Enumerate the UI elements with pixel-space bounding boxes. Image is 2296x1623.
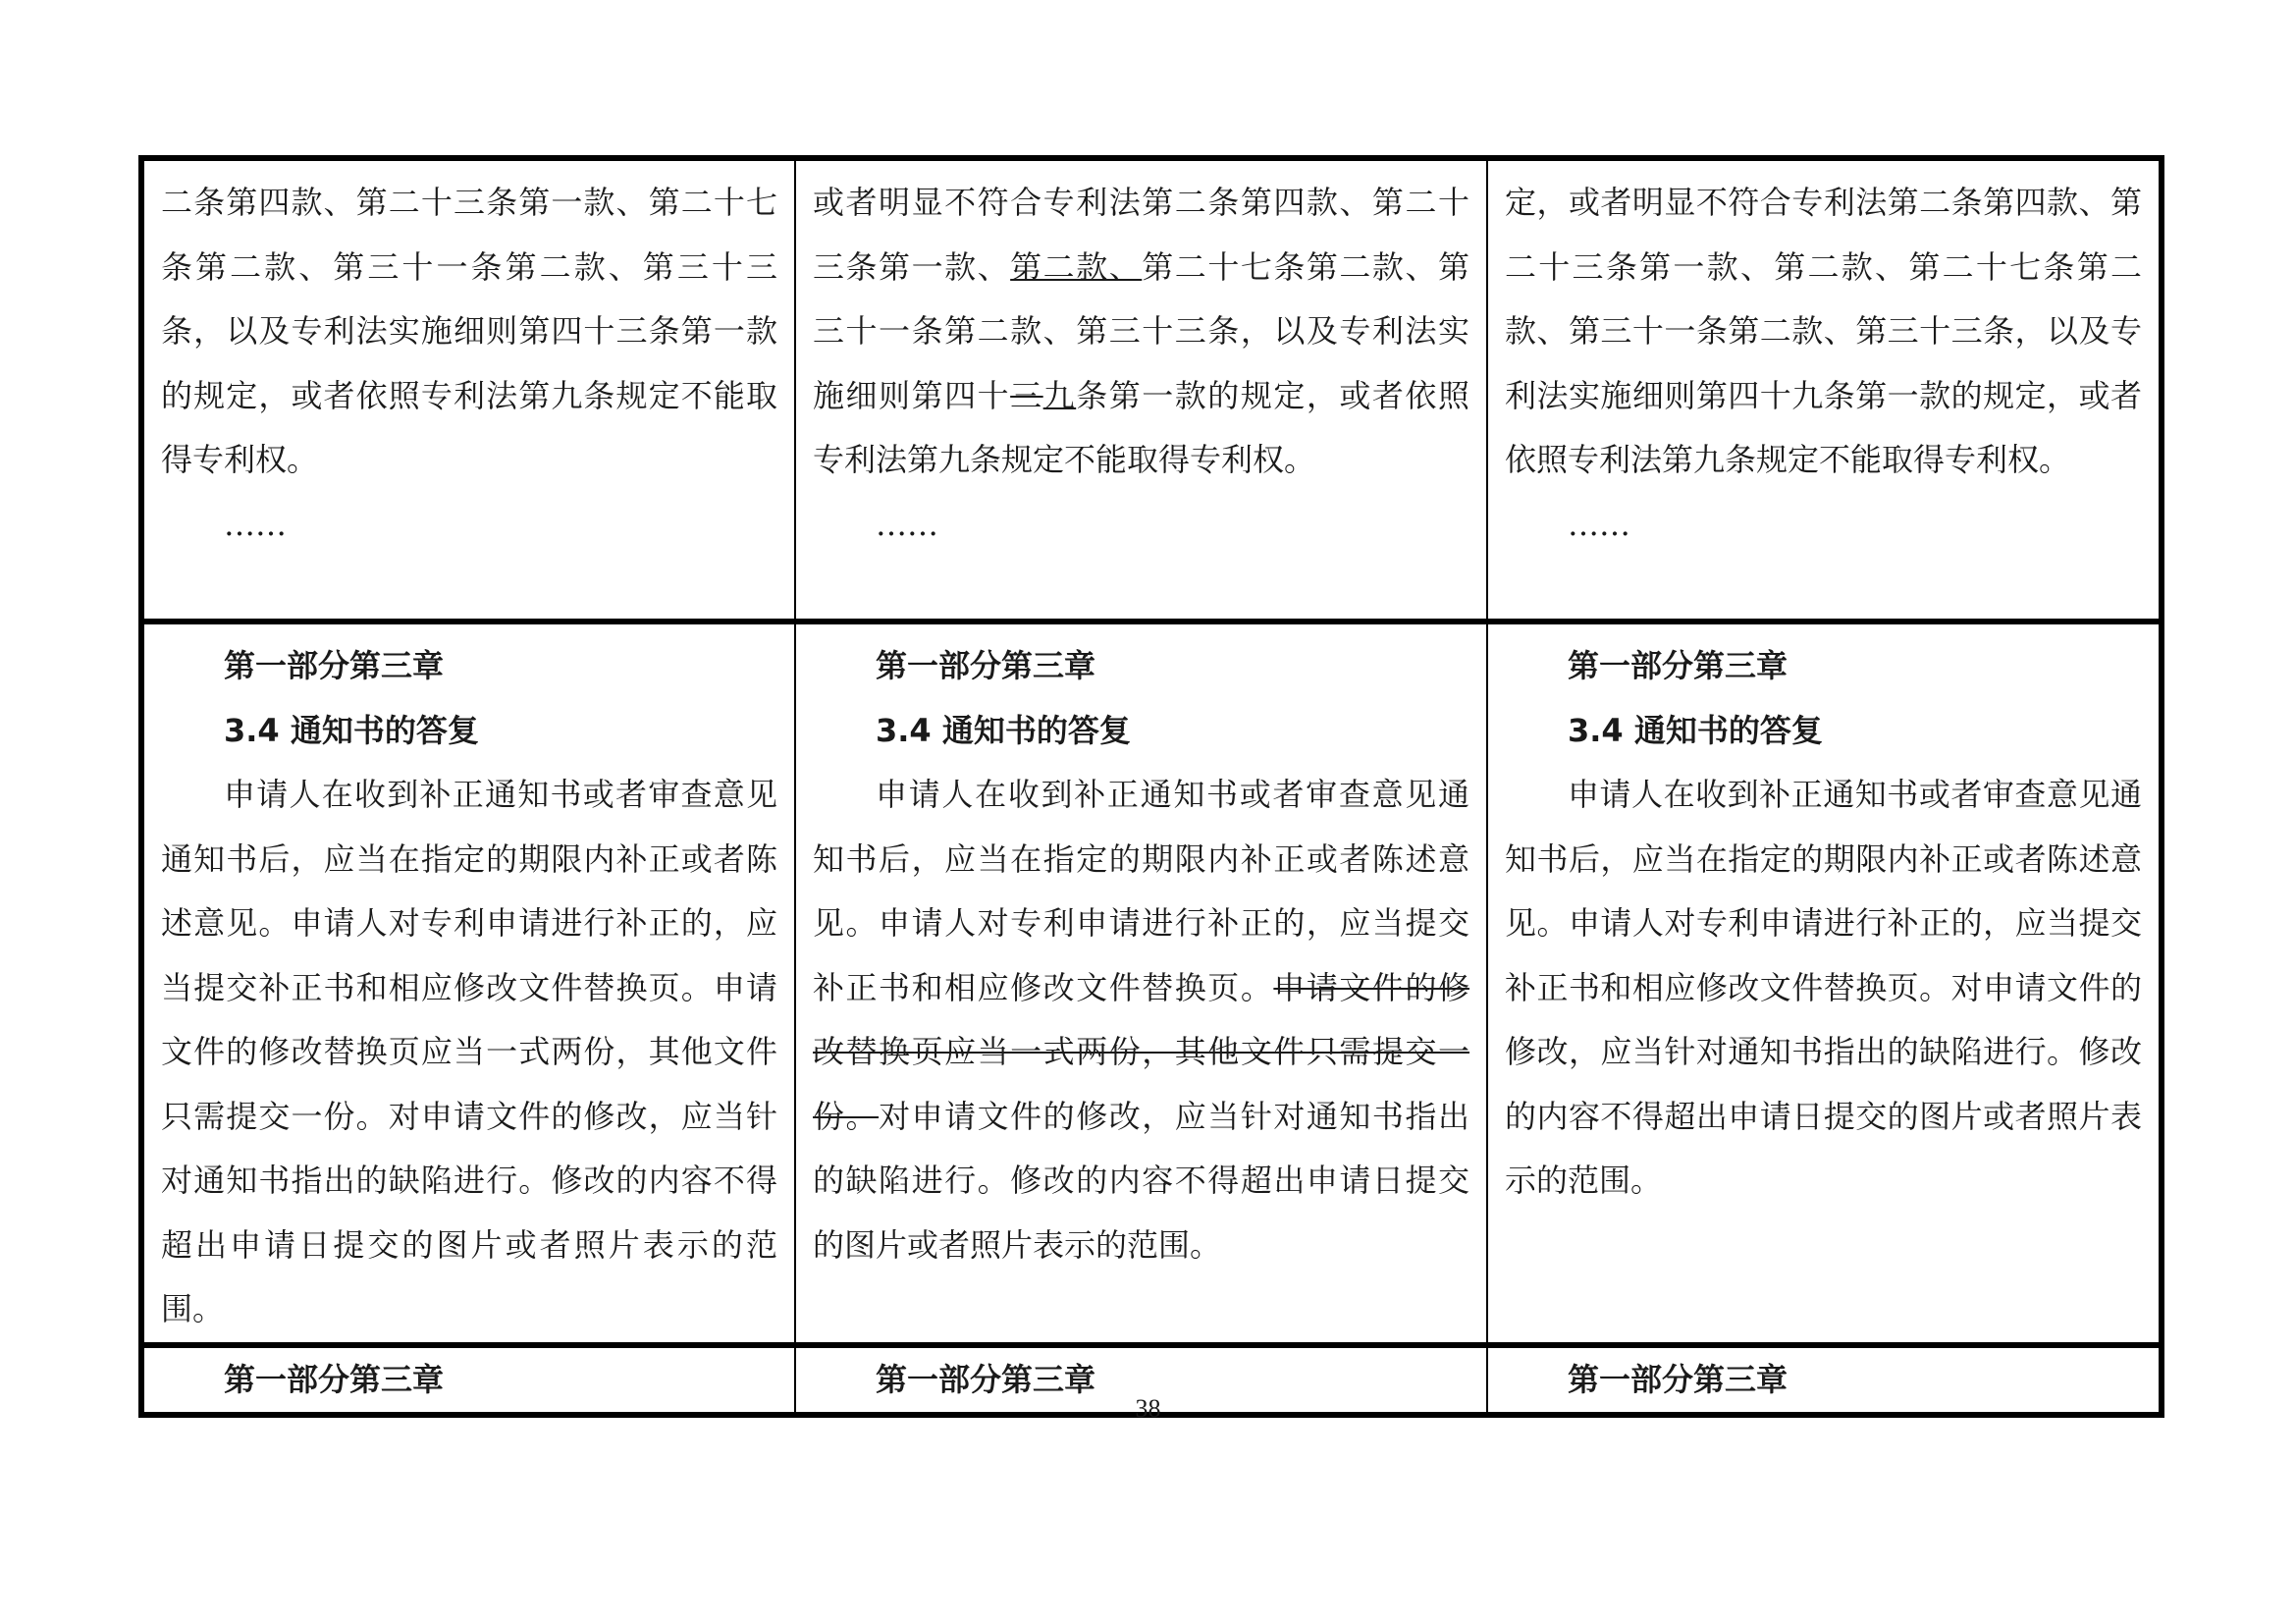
ellipsis: ……: [876, 505, 938, 543]
original-text-cell: [141, 158, 795, 622]
chapter-heading: 第一部分第三章: [876, 1360, 1096, 1398]
text-segment: 或者明显不符合专利法第二条第四款、第二十三条第一款、: [813, 184, 1469, 286]
table-row: [141, 622, 2162, 1345]
section-body: 申请人在收到补正通知书或者审查意见通知书后，应当在指定的期限内补正或者陈述意见。申请人对专利申请进行补正的，应当提交补正书和相应修改文件替换页。申请文件的修改替换页应当一式两份，其他文件只需提交一份。对申请文件的修改，应当针对通知书指出的缺陷进行。修改的内容不得超出申请日提交的图片或者照片表示的范围。: [161, 776, 777, 1327]
comparison-table: [138, 155, 2164, 1418]
chapter-heading: 第一部分第三章: [1568, 647, 1789, 684]
revised-text-cell: [1487, 158, 2162, 622]
section-heading: 3.4 通知书的答复: [876, 711, 1131, 749]
original-text-cell: [141, 622, 795, 1345]
text-segment: 申请人在收到补正通知书或者审查意见通知书后，应当在指定的期限内补正或者陈述意见。申请人对专利申请进行补正的，应当提交补正书和相应修改文件替换页。: [813, 776, 1469, 1006]
page-number: 38: [1135, 1394, 1161, 1423]
clause-text: [813, 171, 1469, 493]
deleted-text: 三: [1010, 376, 1043, 414]
chapter-heading: 第一部分第三章: [224, 647, 445, 684]
revised-text-cell: [1487, 622, 2162, 1345]
chapter-heading: 第一部分第三章: [224, 1360, 445, 1398]
chapter-heading: 第一部分第三章: [1568, 1360, 1789, 1398]
section-heading: 3.4 通知书的答复: [224, 711, 479, 749]
table-row: [141, 158, 2162, 622]
chapter-heading: 第一部分第三章: [876, 647, 1096, 684]
clause-text: 二条第四款、第二十三条第一款、第二十七条第二款、第三十一条第二款、第三十三条，以及专利法实施细则第四十三条第一款的规定，或者依照专利法第九条规定不能取得专利权。: [161, 184, 777, 478]
inserted-text: 九: [1042, 376, 1077, 414]
text-segment: 条第一款的规定，或者依照专利法第九条规定不能取得专利权。: [813, 376, 1469, 478]
section-body: [813, 763, 1469, 1277]
text-segment: 第二十七条第二款、第三十一条第二款、第三十三条，以及专利法实施细则第四十: [813, 247, 1469, 414]
tracked-changes-cell: [795, 158, 1487, 622]
deleted-text: 申请文件的修改替换页应当一式两份，其他文件只需提交一份。: [813, 968, 1469, 1135]
inserted-text: 第二款、: [1010, 247, 1143, 286]
tracked-changes-cell: [795, 622, 1487, 1345]
ellipsis: ……: [1568, 505, 1630, 543]
section-heading: 3.4 通知书的答复: [1568, 711, 1823, 749]
ellipsis: ……: [224, 505, 287, 543]
clause-text: 定，或者明显不符合专利法第二条第四款、第二十三条第一款、第二款、第二十七条第二款、第三十一条第二款、第三十三条，以及专利法实施细则第四十九条第一款的规定，或者依照专利法第九条规定不能取得专利权。: [1505, 184, 2142, 478]
text-segment: 对申请文件的修改，应当针对通知书指出的缺陷进行。修改的内容不得超出申请日提交的图片或者照片表示的范围。: [813, 1097, 1469, 1264]
section-body: 申请人在收到补正通知书或者审查意见通知书后，应当在指定的期限内补正或者陈述意见。申请人对专利申请进行补正的，应当提交补正书和相应修改文件替换页。对申请文件的修改，应当针对通知书指出的缺陷进行。修改的内容不得超出申请日提交的图片或者照片表示的范围。: [1505, 776, 2142, 1199]
